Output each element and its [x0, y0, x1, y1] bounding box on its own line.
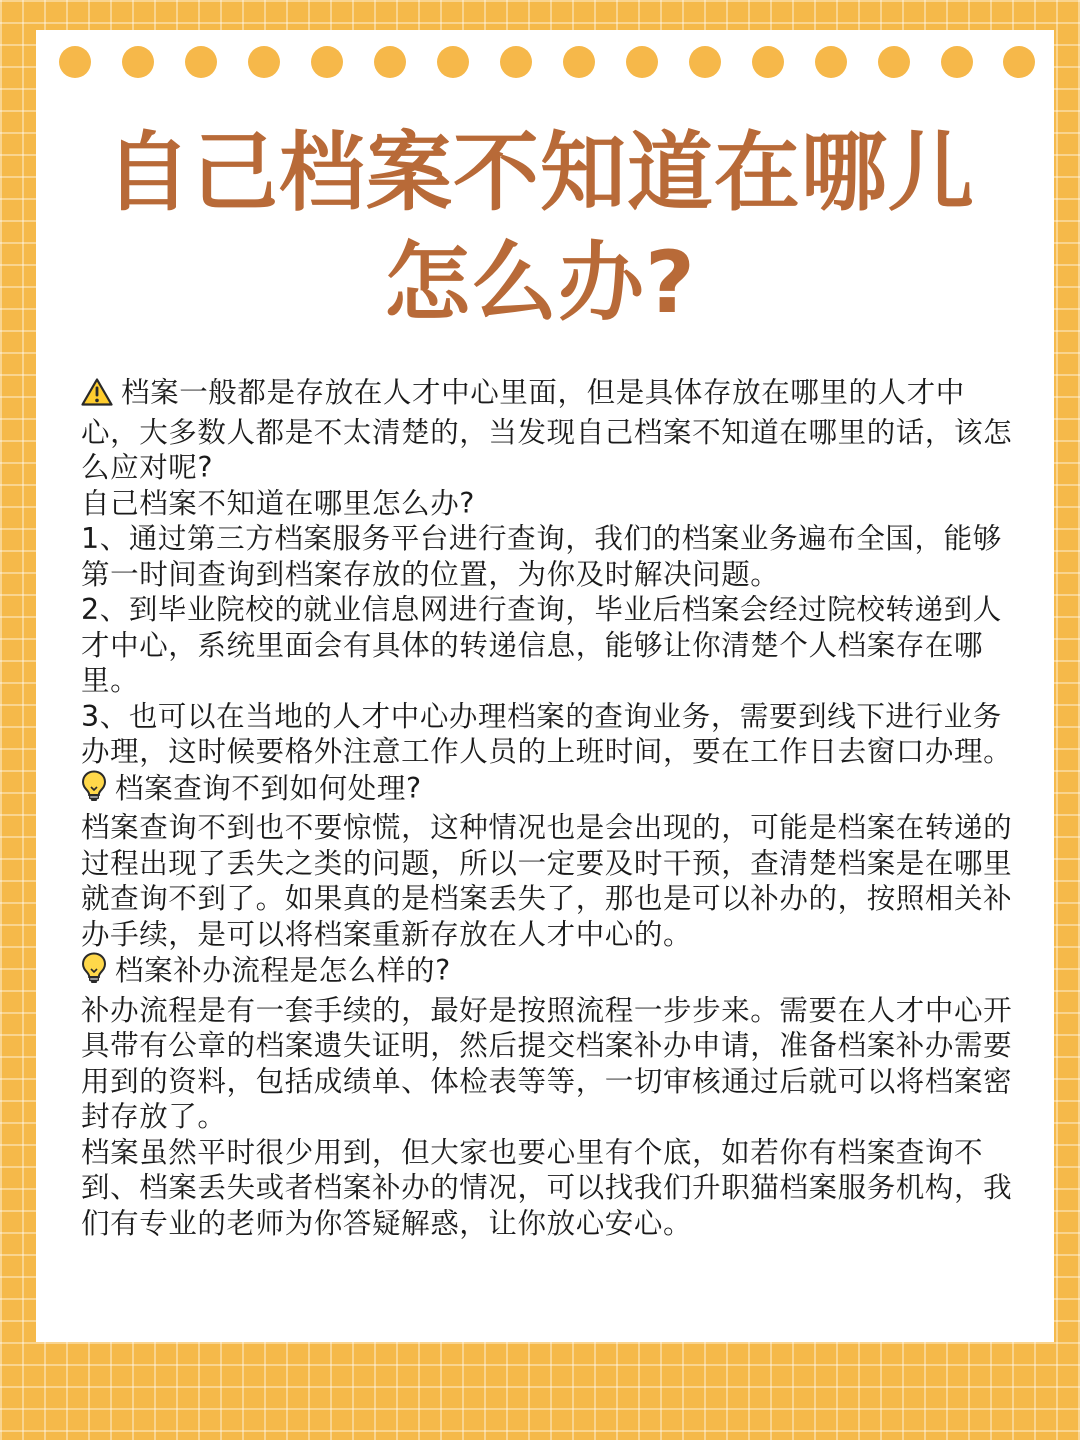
warning-triangle-icon	[81, 378, 113, 415]
title-line-2: 怎么办?	[384, 233, 696, 333]
decorative-dot	[815, 46, 847, 78]
decorative-dot	[185, 46, 217, 78]
intro-paragraph	[81, 375, 1016, 486]
question-heading-3-text: 档案补办流程是怎么样的?	[115, 954, 451, 987]
decorative-dot	[752, 46, 784, 78]
decorative-dot	[59, 46, 91, 78]
decorative-dot	[878, 46, 910, 78]
decorative-dot	[689, 46, 721, 78]
intro-text: 档案一般都是存放在人才中心里面，但是具体存放在哪里的人才中心，大多数人都是不太清楚的，当发现自己档案不知道在哪里的话，该怎么应对呢?	[81, 376, 1013, 484]
question-heading-2-text: 档案查询不到如何处理?	[115, 771, 422, 805]
answer-item-1: 1、通过第三方档案服务平台进行查询，我们的档案业务遍布全国，能够第一时间查询到档案存放的位置，为你及时解决问题。	[81, 522, 1002, 591]
decorative-dot	[122, 46, 154, 78]
page-title	[40, 118, 1040, 338]
decorative-dot	[311, 46, 343, 78]
decorative-dot	[563, 46, 595, 78]
decorative-dot	[941, 46, 973, 78]
answer-item-3: 3、也可以在当地的人才中心办理档案的查询业务，需要到线下进行业务办理，这时候要格外注意工作人员的上班时间，要在工作日去窗口办理。	[81, 699, 1013, 768]
closing-paragraph: 档案虽然平时很少用到，但大家也要心里有个底，如若你有档案查询不到、档案丢失或者档案补办的情况，可以找我们升职猫档案服务机构，我们有专业的老师为你答疑解惑，让你放心安心。	[81, 1135, 1013, 1240]
decorative-dot	[626, 46, 658, 78]
decorative-dot	[500, 46, 532, 78]
lightbulb-icon	[81, 952, 107, 993]
answer-paragraph-5: 补办流程是有一套手续的，最好是按照流程一步步来。需要在人才中心开具带有公章的档案遗失证明，然后提交档案补办申请，准备档案补办需要用到的资料，包括成绩单、体检表等等，一切审核通过后就可以将档案密封存放了。	[81, 993, 1013, 1133]
decorative-dot	[437, 46, 469, 78]
decorative-dot	[248, 46, 280, 78]
decorative-dots-row	[59, 46, 1035, 80]
answer-item-2: 2、到毕业院校的就业信息网进行查询，毕业后档案会经过院校转递到人才中心，系统里面会有具体的转递信息，能够让你清楚个人档案存在哪里。	[81, 593, 1002, 697]
question-heading-2	[81, 770, 1016, 811]
title-line-1: 自己档案不知道在哪儿	[105, 123, 975, 223]
article-body	[81, 375, 1016, 1241]
lightbulb-icon	[81, 770, 107, 811]
answer-paragraph-4: 档案查询不到也不要惊慌，这种情况也是会出现的，可能是档案在转递的过程出现了丢失之类的问题，所以一定要及时干预，查清楚档案是在哪里就查询不到了。如果真的是档案丢失了，那也是可以补办的，按照相关补办手续，是可以将档案重新存放在人才中心的。	[81, 811, 1013, 951]
question-heading-3	[81, 952, 1016, 993]
decorative-dot	[1003, 46, 1035, 78]
decorative-dot	[374, 46, 406, 78]
question-heading-1: 自己档案不知道在哪里怎么办?	[81, 486, 476, 520]
